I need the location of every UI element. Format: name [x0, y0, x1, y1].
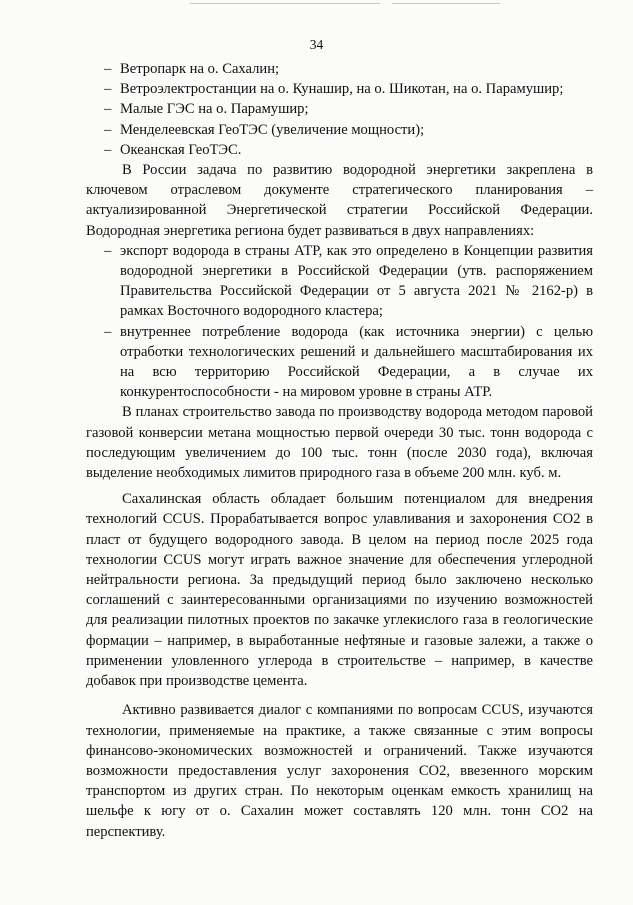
directions-list	[86, 241, 593, 403]
scan-edge-line	[392, 3, 500, 4]
paragraph-plant: В планах строительство завода по производству водорода методом паровой газовой конверсии метана мощностью первой очереди 30 тыс. тонн водорода с последующим увеличением до 100 тыс. тонн (после 2030 года), включая выделение необходимых лимитов природного газа в объеме 200 млн. куб. м.	[86, 404, 593, 482]
page-number: 34	[309, 37, 324, 52]
paragraph-dialog: Активно развивается диалог с компаниями по вопросам CCUS, изучаются технологии, применяемые на практике, а также связанные с этим вопросы финансово-экономических возможностей и ограничений. Также изучаются возможности предоставления услуг захоронения CO2, ввезенного морским транспортом из других стран. По некоторым оценкам емкость хранилищ на шельфе к югу от о. Сахалин может составлять 120 млн. тонн CO2 на перспективу.	[86, 702, 593, 840]
list-item: – Океанская ГеоТЭС.	[86, 140, 593, 160]
paragraph-hydrogen-intro: В России задача по развитию водородной энергетики закреплена в ключевом отраслевом документе стратегического планирования – актуализированной Энергетической стратегии Российской Федерации. Водородная энергетика региона будет развиваться в двух направлениях:	[86, 162, 593, 239]
objects-list	[86, 59, 593, 160]
list-item: – Малые ГЭС на о. Парамушир;	[86, 99, 593, 119]
list-item: – Ветроэлектростанции на о. Кунашир, на о. Шикотан, на о. Парамушир;	[86, 79, 593, 99]
list-item: – экспорт водорода в страны АТР, как это определено в Концепции развития водородной энергетики в Российской Федерации (утв. распоряжением Правительства Российской Федерации от 5 августа 2021 № 2162-р) в рамках Восточного водородного кластера;	[86, 241, 593, 322]
paragraph-ccus: Сахалинская область обладает большим потенциалом для внедрения технологий CCUS. Прорабатывается вопрос улавливания и захоронения CO2 в пласт от будущего водородного завода. В целом на период после 2025 года технологии CCUS могут играть важное значение для обеспечения углеродной нейтральности региона. За предыдущий период было заключено несколько соглашений с заинтересованными организациями по изучению возможностей для реализации пилотных проектов по закачке углекислого газа в геологические формации – например, в выработанные нефтяные и газовые залежи, а также о применении уловленного углерода в строительстве – например, в качестве добавок при производстве цемента.	[86, 491, 593, 690]
list-item: – Менделеевская ГеоТЭС (увеличение мощности);	[86, 120, 593, 140]
list-item: – Ветропарк на о. Сахалин;	[86, 59, 593, 79]
scan-edge-line	[190, 3, 380, 4]
list-item: – внутреннее потребление водорода (как источника энергии) с целью отработки технологических решений и дальнейшего масштабирования их на всю территорию Российской Федерации, а в случае их конкурентоспособности - на мировом уровне в страны АТР.	[86, 322, 593, 403]
page-content	[86, 59, 593, 842]
